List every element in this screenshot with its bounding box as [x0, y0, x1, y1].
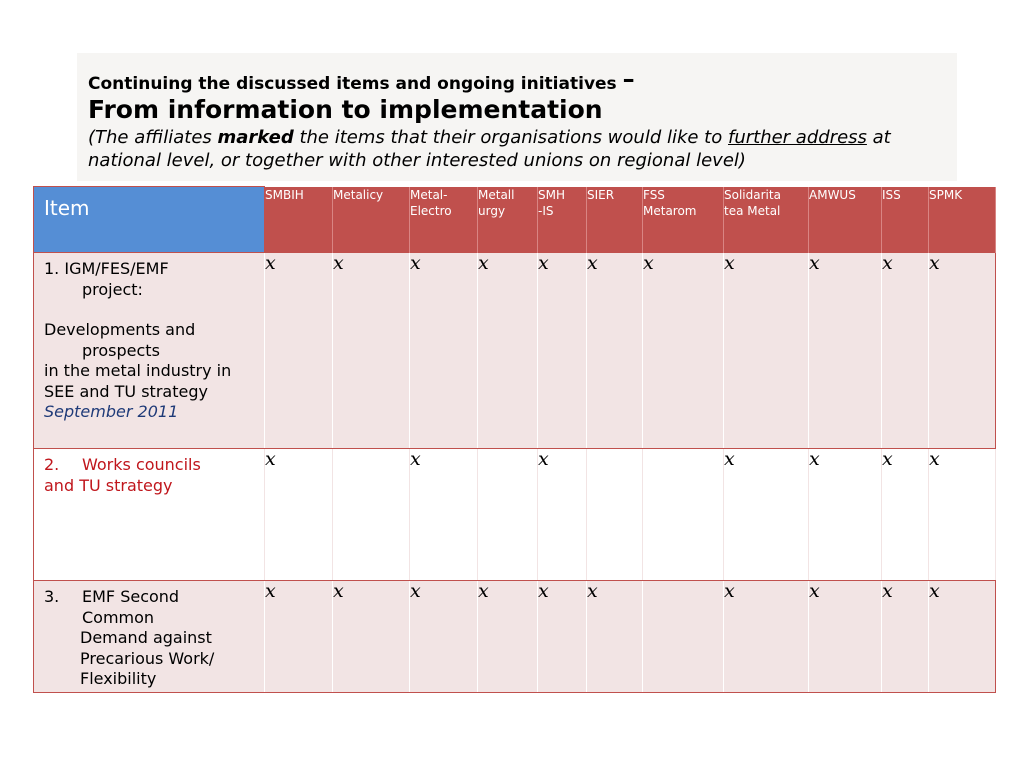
title-line-1 — [88, 67, 957, 96]
mark-x: x — [929, 581, 996, 693]
mark-x: x — [929, 449, 996, 581]
item-text: Developments and — [44, 320, 196, 339]
item-text: Works councils — [82, 455, 201, 474]
title-box — [77, 53, 957, 181]
column-header-smbih: SMBIH — [265, 187, 333, 253]
column-header-amwus: AMWUS — [809, 187, 882, 253]
item-text: and TU strategy — [44, 475, 173, 495]
item-text: Demand against — [80, 628, 212, 647]
mark-x: x — [809, 253, 882, 449]
mark-x: x — [538, 581, 587, 693]
item-line — [44, 587, 256, 608]
table-row — [34, 581, 996, 693]
header-row — [34, 187, 996, 253]
mark-empty — [478, 449, 538, 581]
item-text: Precarious Work/ — [80, 648, 215, 668]
column-header-fss-metarom: FSS Metarom — [643, 187, 724, 253]
item-number: 2. — [44, 455, 60, 474]
mark-x: x — [410, 581, 478, 693]
title-line-1-text: Continuing the discussed items and ongoing initiatives — [88, 74, 617, 94]
mark-x: x — [265, 449, 333, 581]
mark-x: x — [929, 253, 996, 449]
column-header-metal-electro: Metal- Electro — [410, 187, 478, 253]
mark-x: x — [478, 253, 538, 449]
mark-x: x — [882, 581, 929, 693]
mark-x: x — [333, 581, 410, 693]
item-text: in the metal industry in — [44, 361, 232, 380]
item-text: Common — [82, 607, 155, 627]
subtitle-part-c: the items that their organisations would like to — [293, 127, 728, 148]
item-cell — [34, 253, 265, 449]
mark-x: x — [478, 581, 538, 693]
mark-empty — [587, 449, 643, 581]
mark-x: x — [265, 581, 333, 693]
column-header-metalicy: Metalicy — [333, 187, 410, 253]
item-cell — [34, 581, 265, 693]
mark-x: x — [724, 581, 809, 693]
item-text: project: — [82, 279, 143, 299]
item-cell — [34, 449, 265, 581]
mark-x: x — [882, 253, 929, 449]
mark-x: x — [538, 449, 587, 581]
mark-x: x — [587, 581, 643, 693]
initiatives-table — [33, 186, 996, 693]
item-number: 3. — [44, 587, 60, 606]
mark-x: x — [538, 253, 587, 449]
title-dash: – — [622, 65, 635, 93]
mark-x: x — [809, 449, 882, 581]
column-header-iss: ISS — [882, 187, 929, 253]
mark-x: x — [724, 449, 809, 581]
item-text: 1. IGM/FES/EMF — [44, 259, 169, 278]
column-header-sier: SIER — [587, 187, 643, 253]
subtitle-underline: further address — [727, 127, 867, 148]
mark-x: x — [410, 253, 478, 449]
mark-x: x — [587, 253, 643, 449]
column-header-spmk: SPMK — [929, 187, 996, 253]
column-header-metallurgy: Metall urgy — [478, 187, 538, 253]
mark-empty — [333, 449, 410, 581]
mark-x: x — [410, 449, 478, 581]
mark-empty — [643, 449, 724, 581]
mark-x: x — [724, 253, 809, 449]
item-line — [44, 455, 256, 476]
mark-x: x — [882, 449, 929, 581]
title-line-2: From information to implementation — [88, 95, 603, 124]
subtitle-bold: marked — [217, 127, 294, 148]
column-header-smh-is: SMH -IS — [538, 187, 587, 253]
subtitle-part-e: at national level, or together with other interested unions on regional level) — [88, 127, 891, 171]
item-text: EMF Second — [82, 587, 180, 606]
item-date: September 2011 — [44, 402, 179, 421]
item-column-header: Item — [34, 187, 265, 253]
table-row — [34, 449, 996, 581]
mark-x: x — [265, 253, 333, 449]
subtitle — [88, 126, 948, 172]
item-text: SEE and TU strategy — [44, 381, 208, 401]
item-text: Flexibility — [80, 669, 157, 688]
column-header-solidaritatea-metal: Solidarita tea Metal — [724, 187, 809, 253]
item-text: prospects — [82, 340, 160, 360]
subtitle-part-a: (The affiliates — [88, 127, 218, 148]
mark-x: x — [643, 253, 724, 449]
mark-x: x — [809, 581, 882, 693]
mark-empty — [643, 581, 724, 693]
mark-x: x — [333, 253, 410, 449]
table-row — [34, 253, 996, 449]
